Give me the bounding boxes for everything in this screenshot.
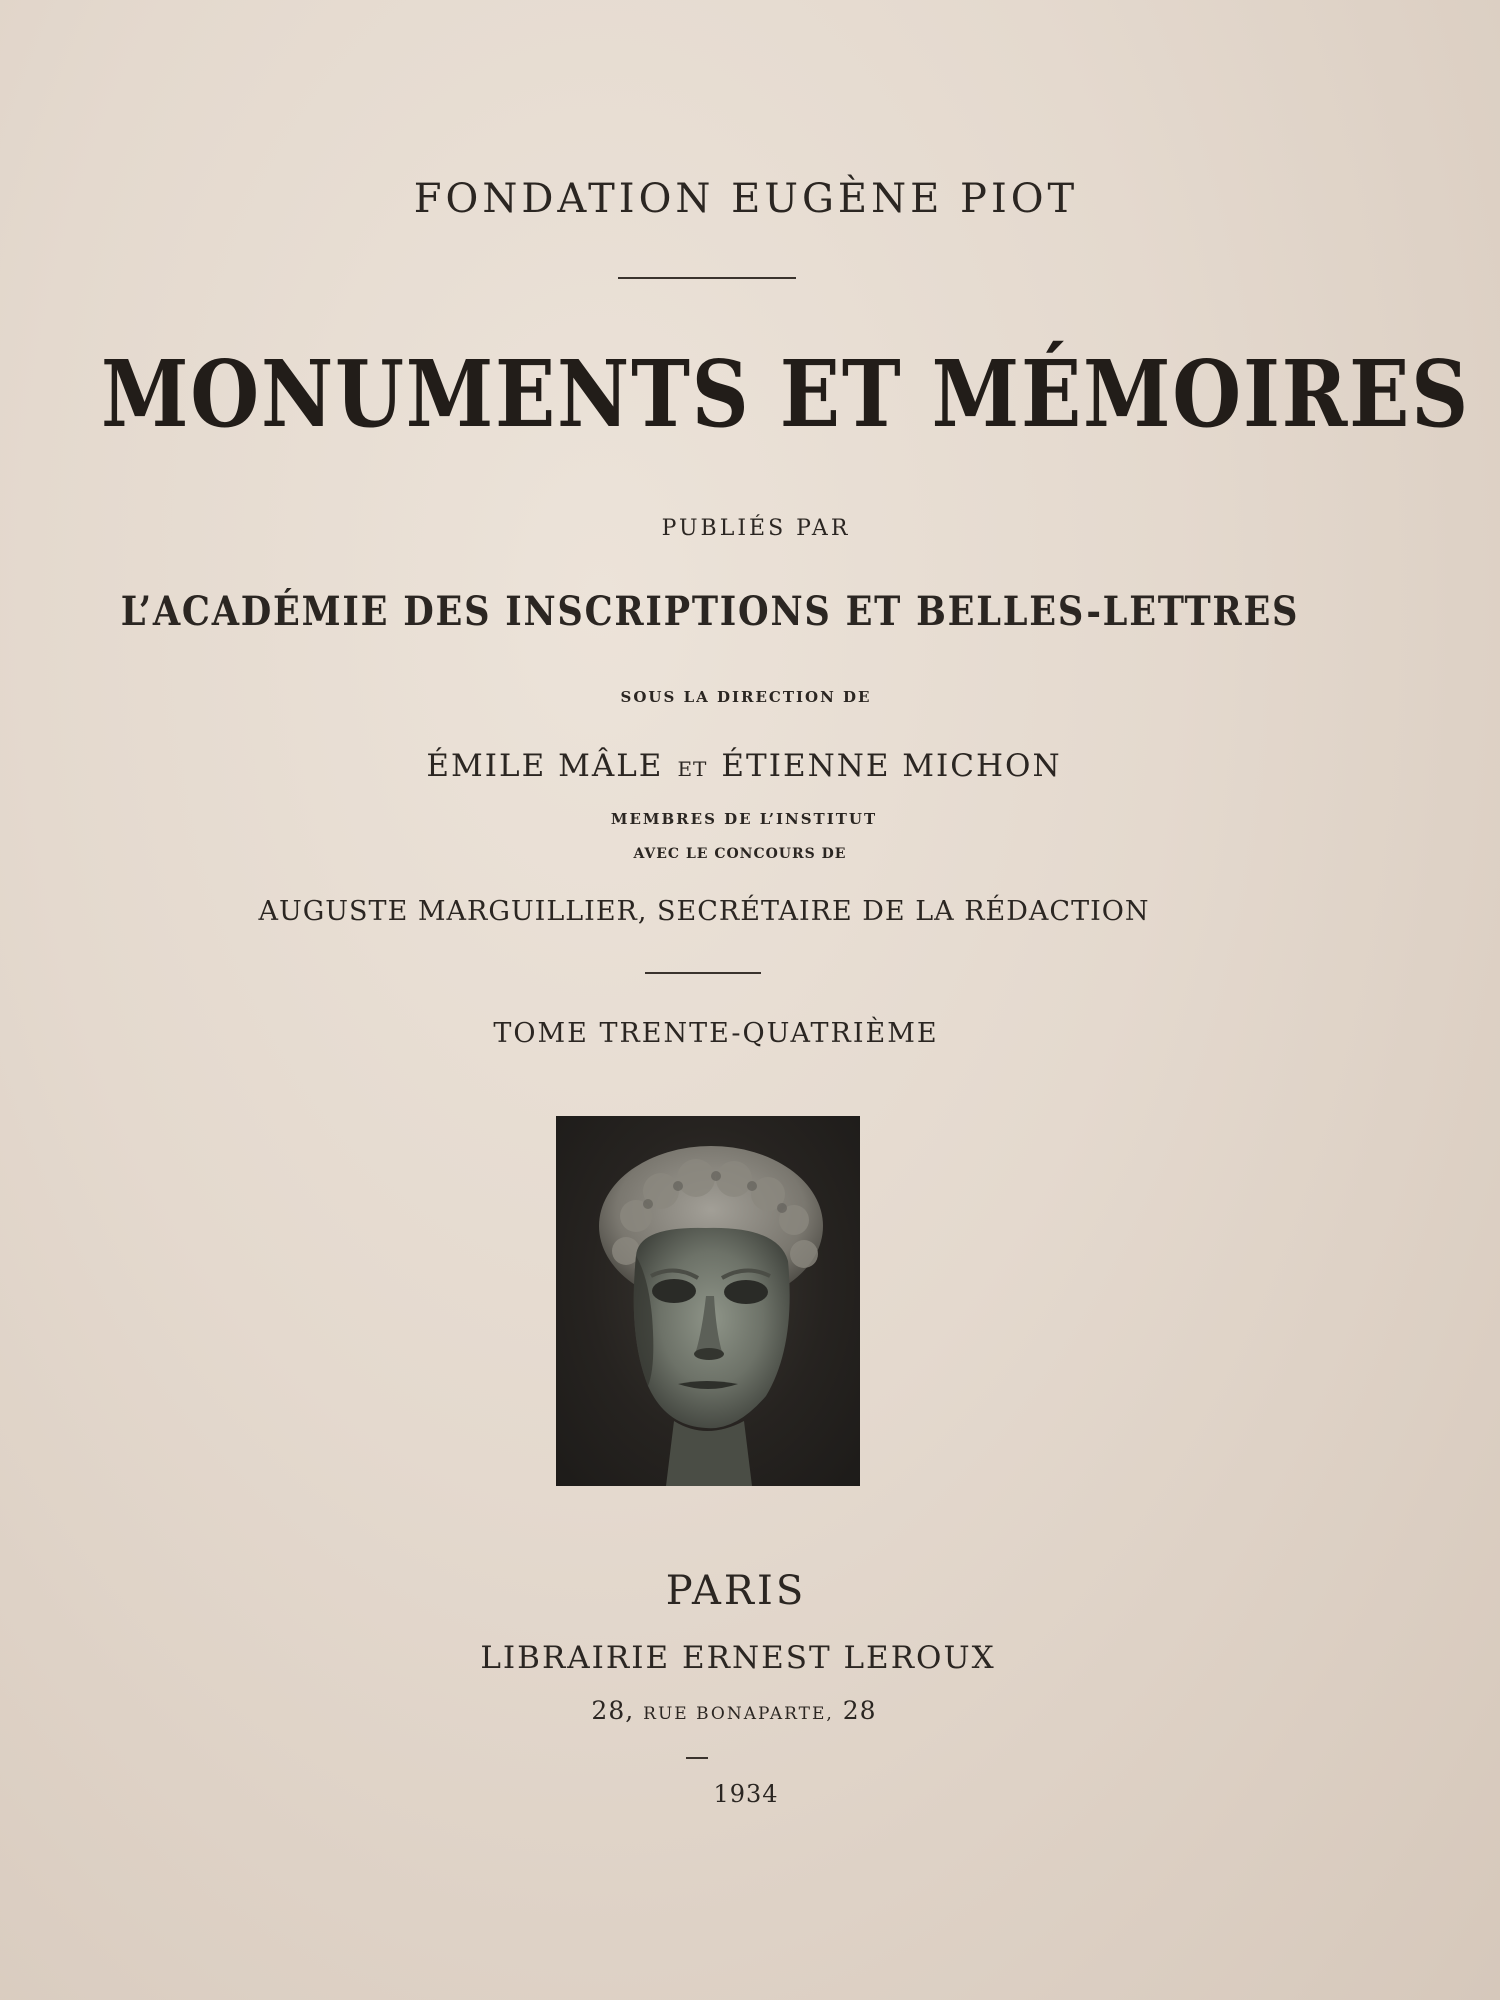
- address-number-1: 28,: [591, 1696, 635, 1725]
- foundation-name: FONDATION EUGÈNE PIOT: [413, 176, 1079, 222]
- tome-label: TOME TRENTE-QUATRIÈME: [493, 1018, 939, 1049]
- imprint-publisher: LIBRAIRIE ERNEST LEROUX: [480, 1640, 996, 1676]
- academy-name: L’ACADÉMIE DES INSCRIPTIONS ET BELLES-LETTRES: [120, 588, 1300, 635]
- direction-intro: SOUS LA DIRECTION DE: [620, 688, 872, 706]
- divider-rule-bottom: [686, 1757, 708, 1759]
- published-by-label: PUBLIÉS PAR: [661, 516, 851, 541]
- address-street: RUE BONAPARTE,: [643, 1704, 834, 1724]
- imprint-city: PARIS: [665, 1568, 807, 1614]
- secretary-line: AUGUSTE MARGUILLIER, SECRÉTAIRE DE LA RÉDACTION: [258, 896, 1150, 927]
- director-first: ÉMILE MÂLE: [426, 748, 664, 784]
- avec-line: AVEC LE CONCOURS DE: [633, 846, 847, 862]
- director-second: ÉTIENNE MICHON: [721, 748, 1062, 784]
- director-conjunction: ET: [677, 757, 708, 781]
- membres-line: MEMBRES DE L’INSTITUT: [610, 810, 878, 828]
- directors-line: [0, 748, 1494, 784]
- divider-rule-top: [618, 277, 796, 279]
- imprint-address: [0, 1696, 1484, 1725]
- imprint-year: 1934: [713, 1780, 779, 1808]
- divider-rule-middle: [645, 972, 761, 974]
- main-title: MONUMENTS ET MÉMOIRES: [101, 340, 1471, 448]
- frontispiece-photo: [556, 1116, 860, 1486]
- address-number-2: 28: [842, 1696, 877, 1725]
- bronze-head-image: [556, 1116, 860, 1486]
